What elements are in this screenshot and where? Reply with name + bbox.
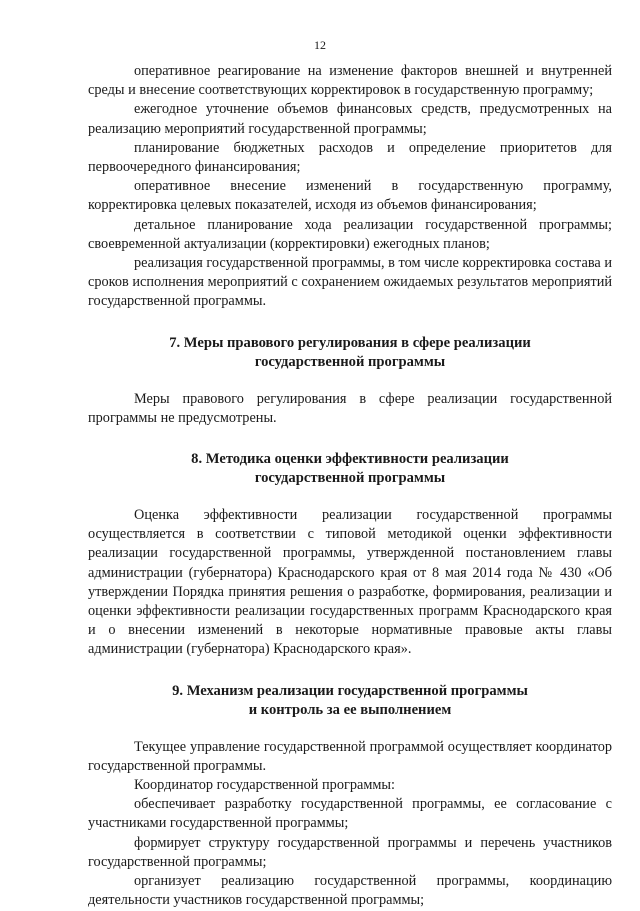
intro-paragraph: ежегодное уточнение объемов финансовых средств, предусмотренных на реализацию мероприятий государственной программы; bbox=[88, 101, 612, 137]
section-9-title-line2: и контроль за ее выполнением bbox=[248, 701, 452, 718]
intro-paragraph: оперативное реагирование на изменение факторов внешней и внутренней среды и внесение соответствующих корректировок в государственную программу; bbox=[88, 63, 612, 99]
section-7-title-line2: государственной программы bbox=[254, 353, 446, 370]
intro-paragraph: оперативное внесение изменений в государственную программу, корректировка целевых показателей, исходя из объемов финансирования; bbox=[88, 178, 612, 214]
intro-paragraph: реализация государственной программы, в том числе корректировка состава и сроков исполнения мероприятий с сохранением ожидаемых результатов мероприятий государственной программы. bbox=[88, 255, 612, 310]
intro-paragraph: планирование бюджетных расходов и определение приоритетов для первоочередного финансирования; bbox=[88, 139, 612, 176]
section-7-heading bbox=[88, 334, 612, 372]
section-7-paragraph: Меры правового регулирования в сфере реализации государственной программы не предусмотрены. bbox=[88, 390, 612, 426]
section-7-title-line1: 7. Меры правового регулирования в сфере реализации bbox=[169, 334, 531, 351]
section-9-paragraph: обеспечивает разработку государственной программы, ее согласование с участниками государственной программы; bbox=[88, 796, 612, 832]
section-8-title-line1: 8. Методика оценки эффективности реализации bbox=[191, 451, 509, 468]
section-9-paragraph: организует реализацию государственной программы, координацию деятельности участников государственной программы; bbox=[88, 873, 612, 909]
intro-paragraph: детальное планирование хода реализации государственной программы; своевременной актуализации (корректировки) ежегодных планов; bbox=[88, 216, 612, 252]
section-8-heading bbox=[88, 450, 612, 488]
page-content bbox=[88, 62, 612, 911]
section-9-heading bbox=[88, 682, 612, 720]
page-number: 12 bbox=[314, 38, 326, 52]
section-9-paragraph: Координатор государственной программы: bbox=[134, 777, 396, 794]
section-9-paragraph: Текущее управление государственной программой осуществляет координатор государственной программы. bbox=[88, 738, 612, 774]
section-8-title-line2: государственной программы bbox=[254, 470, 446, 487]
section-9-title-line1: 9. Механизм реализации государственной программы bbox=[172, 682, 528, 699]
section-9-paragraph: формирует структуру государственной программы и перечень участников государственной программы; bbox=[88, 834, 612, 870]
section-8-paragraph: Оценка эффективности реализации государственной программы осуществляется в соответствии с типовой методикой оценки эффективности реализации государственной программы, утвержденной постановлением главы администрации (губернатора) Краснодарского края от 8 мая 2014 года № 430 «Об утверждении Порядка принятия решения о разработке, формирования, реализации и оценки эффективности реализации государственных программ Краснодарского края и о внесении изменений в некоторые нормативные правовые акты главы администрации (губернатора) Краснодарского края». bbox=[88, 507, 612, 658]
